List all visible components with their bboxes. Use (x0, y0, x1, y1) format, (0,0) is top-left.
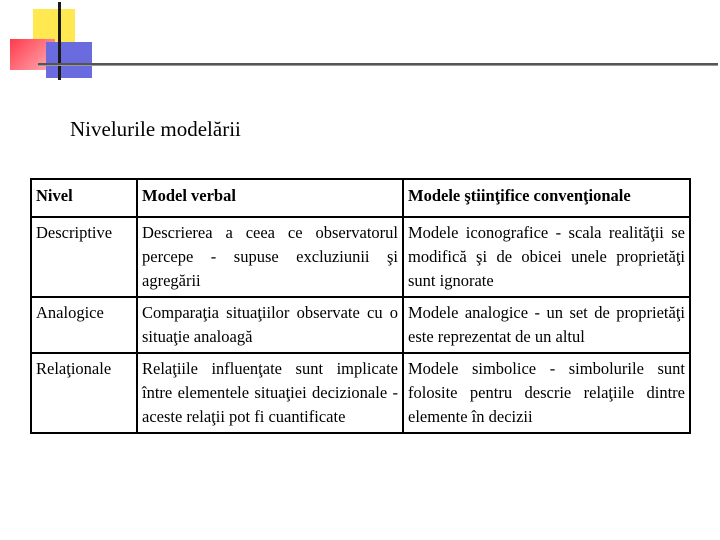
cell-nivel: Analogice (31, 297, 137, 353)
cell-conventional: Modele analogice - un set de proprietăţi este reprezentat de un altul (403, 297, 690, 353)
decor-horizontal-line-shadow (38, 65, 718, 66)
cell-verbal: Comparaţia situaţiilor observate cu o situaţie analoagă (137, 297, 403, 353)
slide-title: Nivelurile modelării (70, 117, 241, 141)
table-header-row (31, 179, 690, 217)
header-modele-conventionale: Modele ştiinţifice convenţionale (403, 179, 690, 217)
table-row (31, 353, 690, 433)
cell-conventional: Modele simbolice - simbolurile sunt folosite pentru descrie relaţiile dintre elemente în decizii (403, 353, 690, 433)
table-row (31, 297, 690, 353)
cell-verbal: Relaţiile influenţate sunt implicate între elementele situaţiei decizionale - aceste relaţii pot fi cuantificate (137, 353, 403, 433)
header-model-verbal: Model verbal (137, 179, 403, 217)
decor-blue-square (46, 42, 92, 78)
table-row (31, 217, 690, 297)
header-nivel: Nivel (31, 179, 137, 217)
cell-nivel: Relaţionale (31, 353, 137, 433)
decor-vertical-line (58, 2, 61, 80)
cell-verbal: Descrierea a ceea ce observatorul percepe - supuse excluziunii şi agregării (137, 217, 403, 297)
cell-nivel: Descriptive (31, 217, 137, 297)
cell-conventional: Modele iconografice - scala realităţii se modifică şi de obicei unele proprietăţi sunt ignorate (403, 217, 690, 297)
modeling-levels-table (30, 178, 691, 434)
